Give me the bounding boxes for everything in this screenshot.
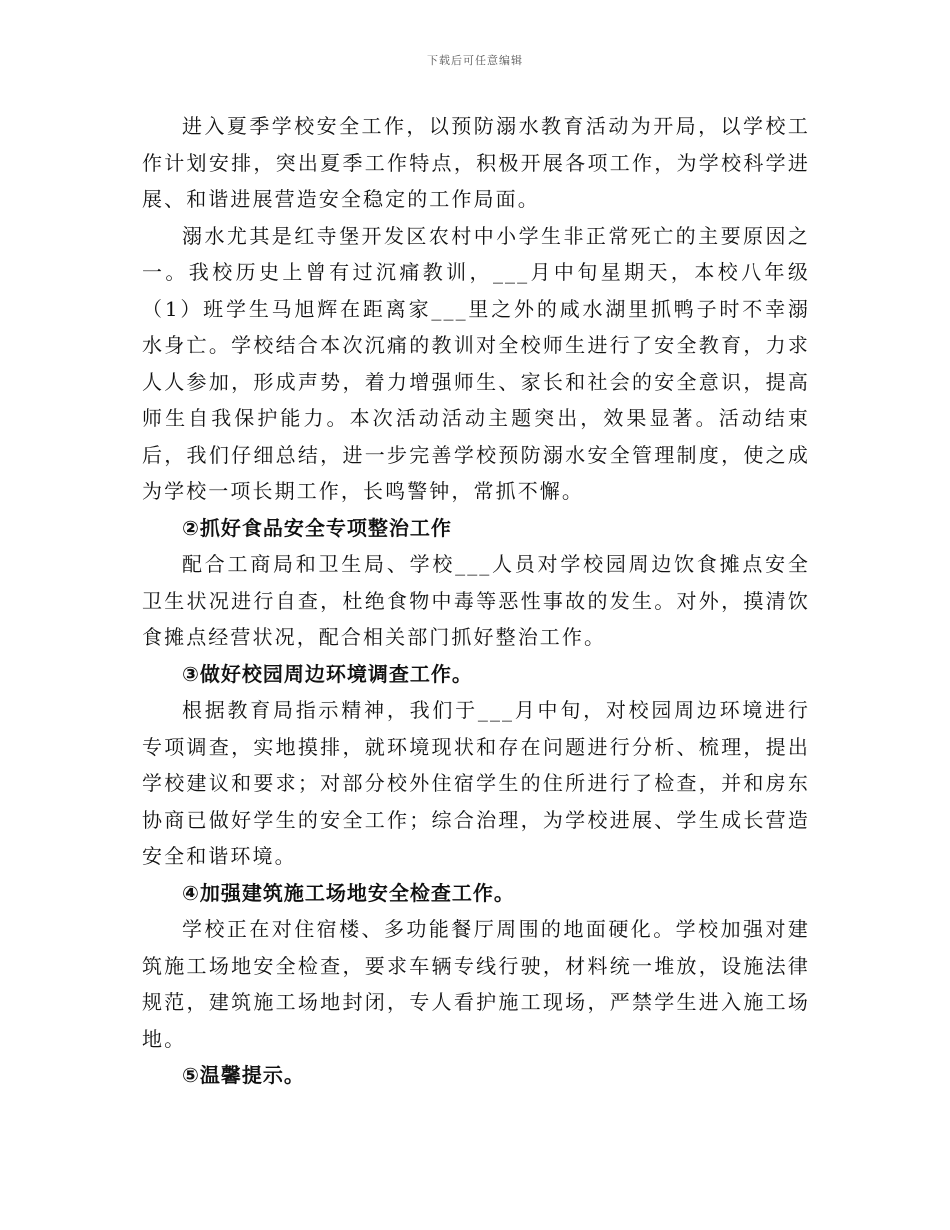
paragraph-food-safety: 配合工商局和卫生局、学校___人员对学校园周边饮食摊点安全卫生状况进行自查，杜绝食物中毒等恶性事故的发生。对外，摸清饮食摊点经营状况，配合相关部门抓好整治工作。 — [142, 552, 810, 649]
heading-construction-safety: ④加强建筑施工场地安全检查工作。 — [182, 880, 515, 905]
heading-reminder: ⑤温馨提示。 — [182, 1063, 305, 1087]
heading-environment-survey: ③做好校园周边环境调查工作。 — [182, 661, 473, 686]
paragraph-drowning: 溺水尤其是红寺堡开发区农村中小学生非正常死亡的主要原因之一。我校历史上曾有过沉痛教训，___月中旬星期天，本校八年级（1）班学生马旭辉在距离家___里之外的咸水湖里抓鸭子时不幸溺水身亡。学校结合本次沉痛的教训对全校师生进行了安全教育，力求人人参加，形成声势，着力增强师生、家长和社会的安全意识，提高师生自我保护能力。本次活动活动主题突出，效果显著。活动结束后，我们仔细总结，进一步完善学校预防溺水安全管理制度，使之成为学校一项长期工作，长鸣警钟，常抓不懈。 — [142, 223, 810, 503]
paragraph-construction-safety: 学校正在对住宿楼、多功能餐厅周围的地面硬化。学校加强对建筑施工场地安全检查，要求车辆专线行驶，材料统一堆放，设施法律规范，建筑施工场地封闭，专人看护施工现场，严禁学生进入施工场地。 — [142, 917, 810, 1051]
paragraph-environment-survey: 根据教育局指示精神，我们于___月中旬，对校园周边环境进行专项调查，实地摸排，就环境现状和存在问题进行分析、梳理，提出学校建议和要求；对部分校外住宿学生的住所进行了检查，并和房东协商已做好学生的安全工作；综合治理，为学校进展、学生成长营造安全和谐环境。 — [142, 698, 810, 868]
heading-food-safety: ②抓好食品安全专项整治工作 — [182, 515, 452, 540]
paragraph-summer-safety: 进入夏季学校安全工作，以预防溺水教育活动为开局，以学校工作计划安排，突出夏季工作特点，积极开展各项工作，为学校科学进展、和谐进展营造安全稳定的工作局面。 — [142, 114, 810, 211]
page-header: 下载后可任意编辑 — [427, 54, 523, 67]
document-body — [142, 108, 810, 1094]
